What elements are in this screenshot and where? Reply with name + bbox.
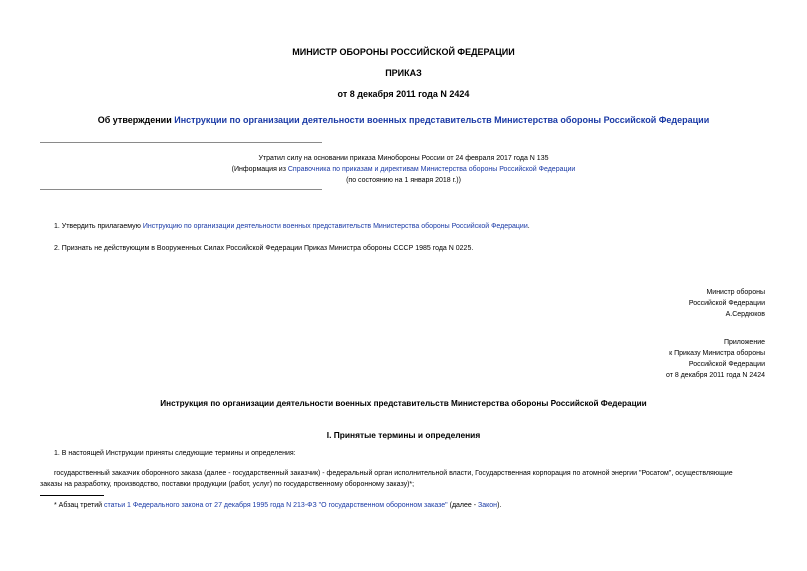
top-rule <box>40 142 322 143</box>
appendix-order-ref: к Приказу Министра обороны <box>669 350 765 357</box>
item-1-prefix: 1. Утвердить прилагаемую <box>54 223 143 230</box>
footnote-prefix: * Абзац третий <box>54 502 104 509</box>
item-1-instruction-link[interactable]: Инструкцию по организации деятельности военных представительств Министерства обороны Российской Федерации <box>142 223 528 230</box>
appendix-date: от 8 декабря 2011 года N 2424 <box>665 372 765 379</box>
footnote-rule <box>40 495 104 496</box>
status-note-line3: (по состоянию на 1 января 2018 г.)) <box>346 177 461 184</box>
footnote-middle: (далее - <box>447 502 479 509</box>
signature-country: Российской Федерации <box>688 300 765 307</box>
appendix-label: Приложение <box>723 339 765 346</box>
doc-type-heading: ПРИКАЗ <box>385 68 422 78</box>
title-instruction-link[interactable]: Инструкции по организации деятельности военных представительств Министерства обороны Российской Федерации <box>174 115 710 125</box>
appendix-block <box>666 337 765 381</box>
paragraph-1: 1. В настоящей Инструкции приняты следующие термины и определения: <box>54 450 296 457</box>
federal-law-link[interactable]: статьи 1 Федерального закона от 27 декабря 1995 года N 213-ФЗ "О государственном оборонном заказе" <box>103 502 448 509</box>
paragraph-2-line2: заказы на разработку, производство, поставки продукции (работ, услуг) по государственному оборонному заказу)*; <box>40 481 415 488</box>
reference-handbook-link[interactable]: Справочника по приказам и директивам Министерства обороны Российской Федерации <box>287 166 576 173</box>
date-number-heading: от 8 декабря 2011 года N 2424 <box>337 89 470 99</box>
document-title <box>0 115 807 125</box>
status-note-line2 <box>0 164 807 175</box>
ministry-heading: МИНИСТР ОБОРОНЫ РОССИЙСКОЙ ФЕДЕРАЦИИ <box>292 47 515 57</box>
item-2: 2. Признать не действующим в Вооруженных Силах Российской Федерации Приказ Министра обороны СССР 1985 года N 0225. <box>54 245 474 252</box>
bottom-rule <box>40 189 322 190</box>
item-1-suffix: . <box>527 223 530 230</box>
instruction-title: Инструкция по организации деятельности военных представительств Министерства обороны Российской Федерации <box>160 399 647 408</box>
item-1 <box>54 222 530 233</box>
section-heading: I. Принятые термины и определения <box>326 430 481 440</box>
title-prefix: Об утверждении <box>97 115 175 125</box>
law-short-link[interactable]: Закон <box>478 502 498 509</box>
status-note-prefix: (Информация из <box>231 166 288 173</box>
footnote <box>54 501 501 512</box>
status-note-line1: Утратил силу на основании приказа Минобороны России от 24 февраля 2017 года N 135 <box>258 155 549 162</box>
paragraph-2-line1: государственный заказчик оборонного заказа (далее - государственный заказчик) - федеральный орган исполнительной власти, Государственная корпорация по атомной энергии "Росатом", осуществляющие <box>54 470 733 477</box>
appendix-country: Российской Федерации <box>688 361 765 368</box>
signature-block <box>689 287 765 320</box>
footnote-suffix: ). <box>497 502 502 509</box>
signature-name: А.Сердюков <box>725 311 765 318</box>
signature-title: Министр обороны <box>706 289 765 296</box>
